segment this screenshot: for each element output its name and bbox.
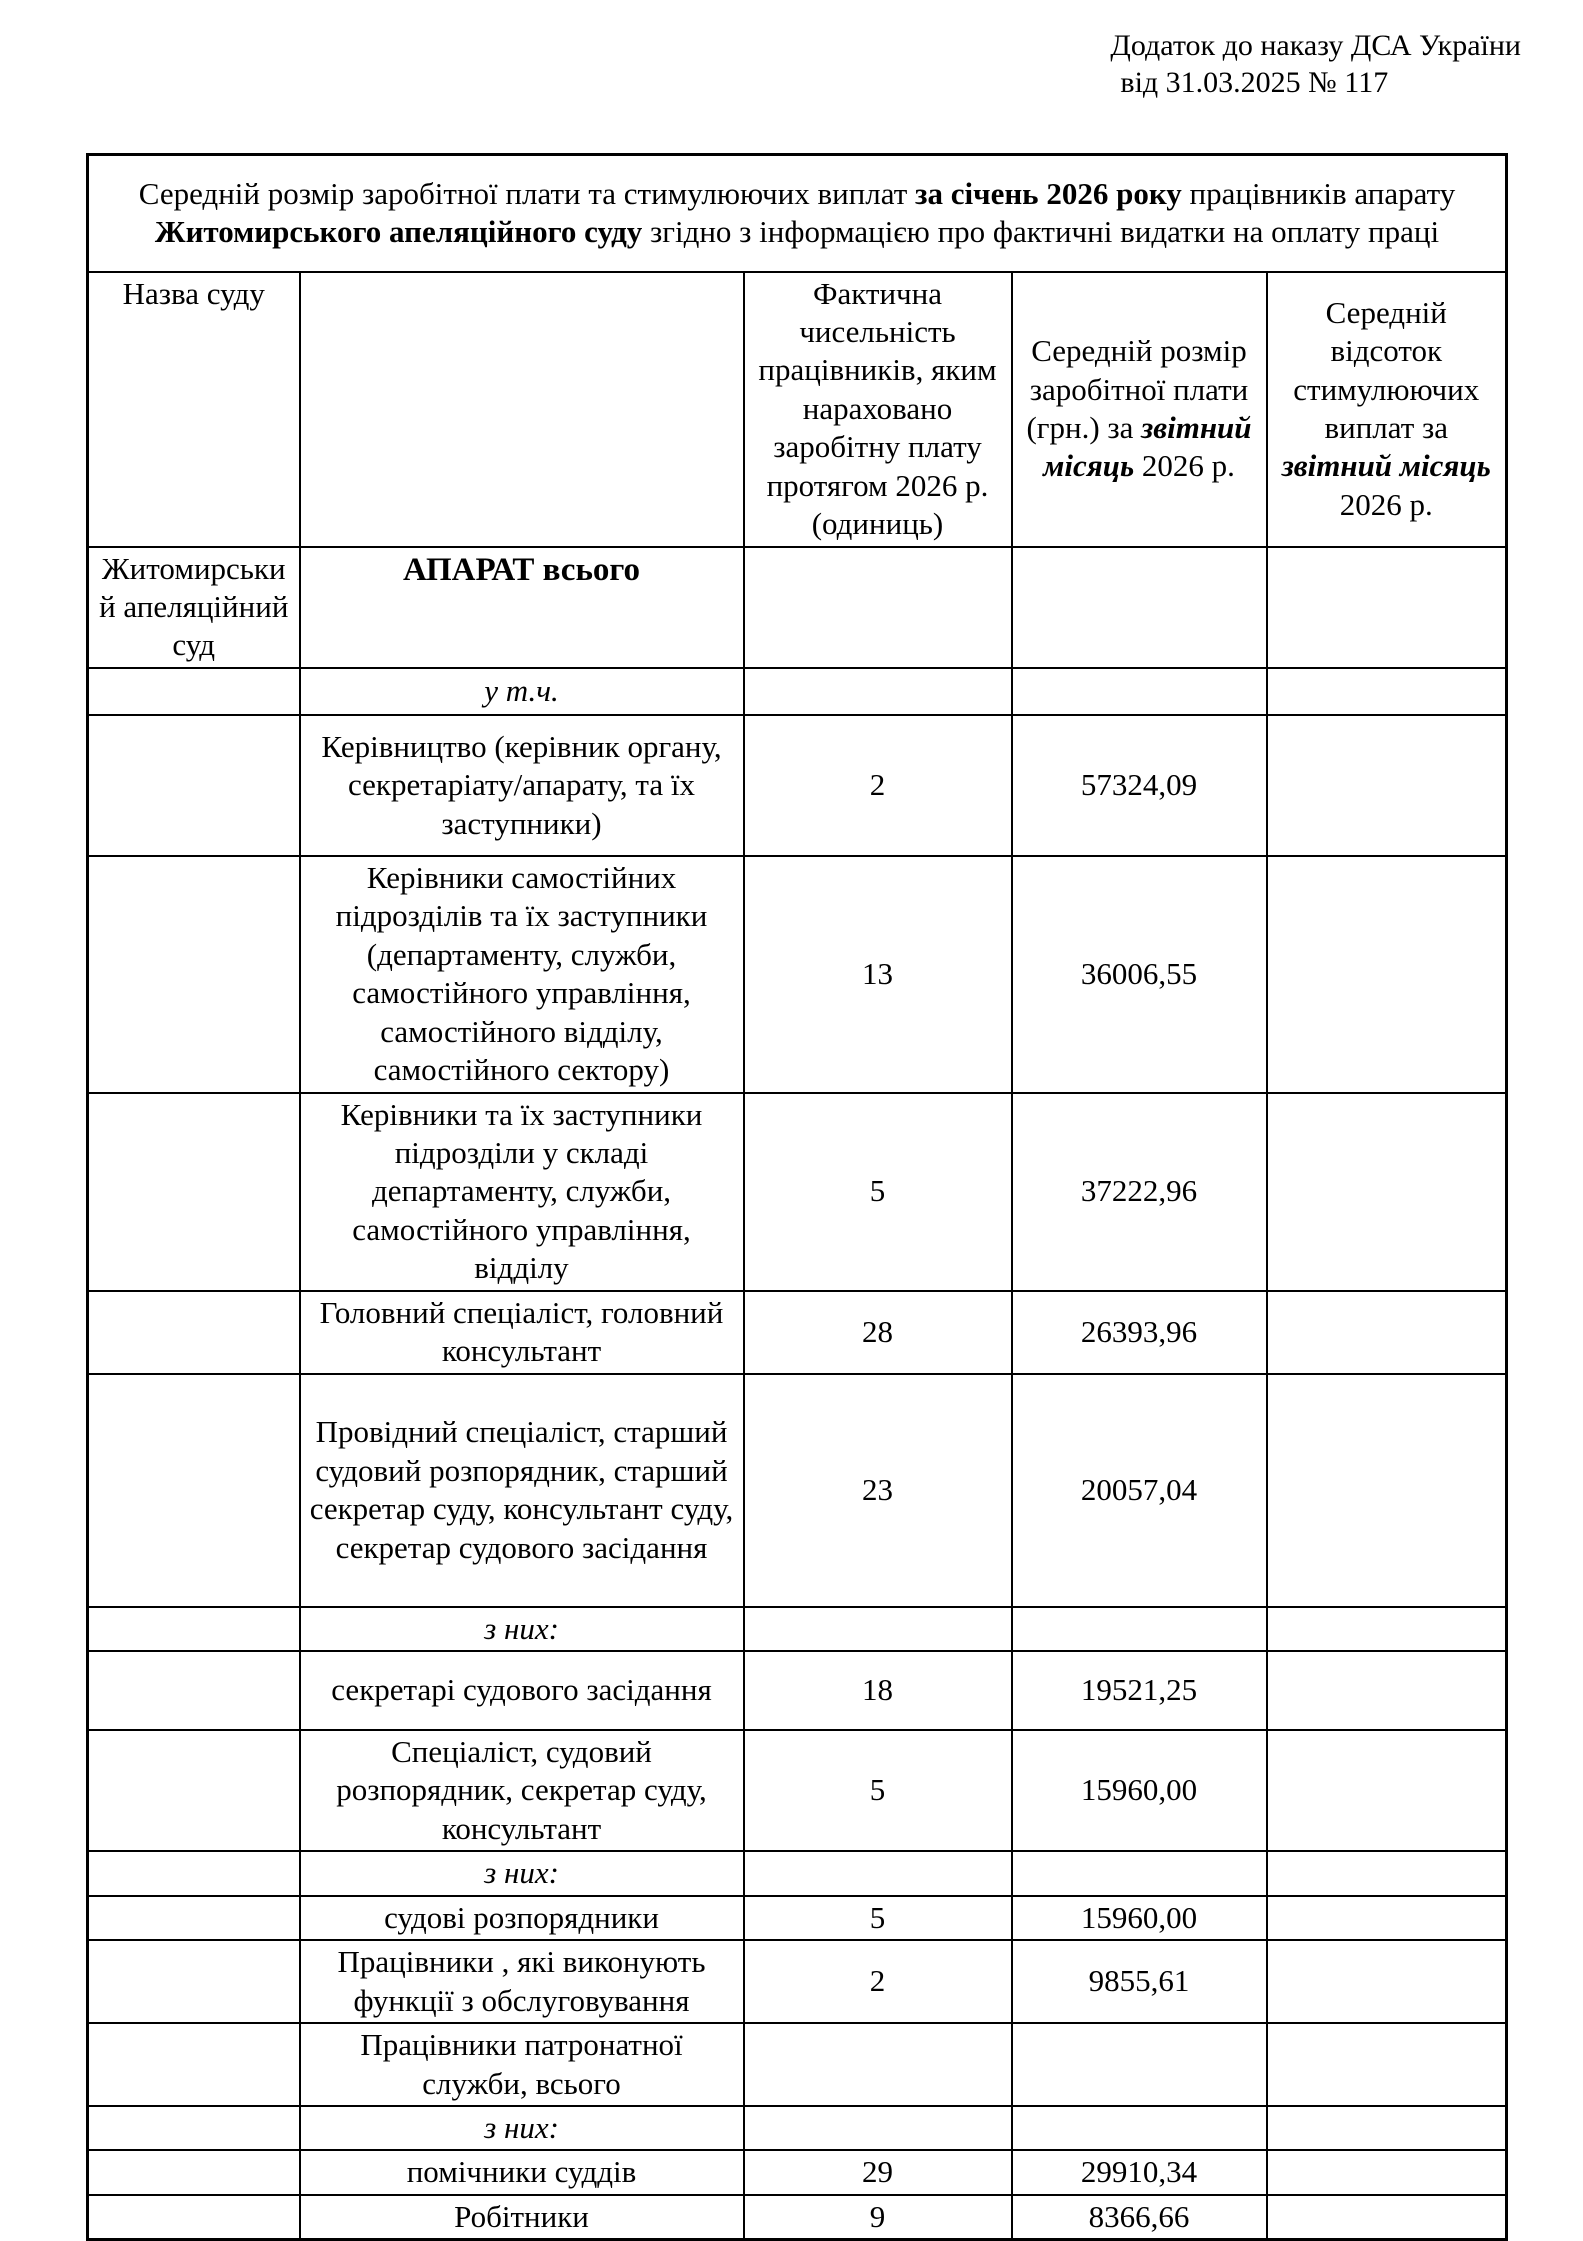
table-row xyxy=(88,2106,1507,2150)
table-row xyxy=(88,668,1507,715)
position-cell: у т.ч. xyxy=(300,668,744,715)
salary-cell: 37222,96 xyxy=(1012,1093,1267,1291)
count-cell: 5 xyxy=(744,1093,1012,1291)
percent-cell xyxy=(1267,1374,1507,1607)
percent-cell xyxy=(1267,668,1507,715)
percent-cell xyxy=(1267,1651,1507,1730)
count-cell: 28 xyxy=(744,1291,1012,1374)
table-row xyxy=(88,1730,1507,1851)
table-row xyxy=(88,1291,1507,1374)
table-row xyxy=(88,715,1507,856)
salary-cell: 19521,25 xyxy=(1012,1651,1267,1730)
position-cell: секретарі судового засідання xyxy=(300,1651,744,1730)
percent-cell xyxy=(1267,2195,1507,2240)
count-cell: 2 xyxy=(744,715,1012,856)
salary-table xyxy=(86,153,1508,2241)
table-row xyxy=(88,1896,1507,1940)
salary-cell: 26393,96 xyxy=(1012,1291,1267,1374)
position-cell: Керівники самостійних підрозділів та їх заступники (департаменту, служби, самостійного управління, самостійного відділу, самостійного сектору) xyxy=(300,856,744,1093)
position-cell: помічники суддів xyxy=(300,2150,744,2194)
header-stimul-percent-pre: Середній відсоток стимулюючих виплат за xyxy=(1293,294,1480,446)
table-row xyxy=(88,2150,1507,2194)
court-name-cell: Житомирський апеляційний суд xyxy=(88,547,300,668)
table-row xyxy=(88,2195,1507,2240)
salary-cell: 36006,55 xyxy=(1012,856,1267,1093)
percent-cell xyxy=(1267,715,1507,856)
position-cell: Працівники патронатної служби, всього xyxy=(300,2023,744,2106)
court-name-cell xyxy=(88,856,300,1093)
count-cell: 5 xyxy=(744,1896,1012,1940)
header-court-name: Назва суду xyxy=(88,272,300,547)
position-cell: АПАРАТ всього xyxy=(300,547,744,668)
header-average-salary-pre: Середній розмір заробітної плати (грн.) за xyxy=(1026,333,1249,446)
court-name-cell xyxy=(88,1730,300,1851)
document-note-line1: Додаток до наказу ДСА України xyxy=(1110,29,1521,62)
percent-cell xyxy=(1267,1730,1507,1851)
table-row xyxy=(88,1093,1507,1291)
percent-cell xyxy=(1267,1093,1507,1291)
court-name-cell xyxy=(88,2150,300,2194)
count-cell: 23 xyxy=(744,1374,1012,1607)
count-cell xyxy=(744,547,1012,668)
count-cell: 18 xyxy=(744,1651,1012,1730)
table-row xyxy=(88,856,1507,1093)
percent-cell xyxy=(1267,2106,1507,2150)
position-cell: Працівники , які виконують функції з обслуговування xyxy=(300,1940,744,2023)
salary-cell xyxy=(1012,2106,1267,2150)
salary-cell xyxy=(1012,2023,1267,2106)
position-cell: Спеціаліст, судовий розпорядник, секретар суду, консультант xyxy=(300,1730,744,1851)
position-cell: Головний спеціаліст, головний консультант xyxy=(300,1291,744,1374)
table-row xyxy=(88,1651,1507,1730)
header-average-salary xyxy=(1012,272,1267,547)
count-cell xyxy=(744,668,1012,715)
position-cell: з них: xyxy=(300,1851,744,1895)
count-cell: 2 xyxy=(744,1940,1012,2023)
document-note-line2: від 31.03.2025 № 117 xyxy=(1120,65,1389,99)
title-part1: Середній розмір заробітної плати та стимулюючих виплат xyxy=(138,175,915,211)
percent-cell xyxy=(1267,1607,1507,1651)
count-cell xyxy=(744,1851,1012,1895)
table-row xyxy=(88,1607,1507,1651)
salary-cell: 9855,61 xyxy=(1012,1940,1267,2023)
count-cell: 5 xyxy=(744,1730,1012,1851)
document-note xyxy=(1110,28,1521,101)
percent-cell xyxy=(1267,856,1507,1093)
header-stimul-percent-em: звітний місяць xyxy=(1281,448,1491,484)
title-part3: згідно з інформацією про фактичні видатки на оплату праці xyxy=(642,214,1440,250)
position-cell: з них: xyxy=(300,2106,744,2150)
table-row xyxy=(88,2023,1507,2106)
percent-cell xyxy=(1267,1291,1507,1374)
percent-cell xyxy=(1267,1851,1507,1895)
count-cell: 9 xyxy=(744,2195,1012,2240)
court-name-cell xyxy=(88,1851,300,1895)
salary-cell: 29910,34 xyxy=(1012,2150,1267,2194)
salary-cell xyxy=(1012,1607,1267,1651)
salary-cell: 15960,00 xyxy=(1012,1730,1267,1851)
court-name-cell xyxy=(88,2106,300,2150)
table-title xyxy=(88,155,1507,272)
title-part2: працівників апарату xyxy=(1181,175,1456,211)
percent-cell xyxy=(1267,2023,1507,2106)
court-name-cell xyxy=(88,668,300,715)
position-cell: Провідний спеціаліст, старший судовий розпорядник, старший секретар суду, консультант суду, секретар судового засідання xyxy=(300,1374,744,1607)
count-cell: 13 xyxy=(744,856,1012,1093)
salary-cell: 57324,09 xyxy=(1012,715,1267,856)
header-position xyxy=(300,272,744,547)
court-name-cell xyxy=(88,2023,300,2106)
court-name-cell xyxy=(88,1651,300,1730)
percent-cell xyxy=(1267,1940,1507,2023)
count-cell: 29 xyxy=(744,2150,1012,2194)
position-cell: Робітники xyxy=(300,2195,744,2240)
table-row xyxy=(88,1374,1507,1607)
header-stimul-percent-post: 2026 р. xyxy=(1339,486,1433,522)
header-average-salary-post: 2026 р. xyxy=(1134,448,1235,484)
count-cell xyxy=(744,2106,1012,2150)
court-name-cell xyxy=(88,2195,300,2240)
percent-cell xyxy=(1267,547,1507,668)
position-cell: з них: xyxy=(300,1607,744,1651)
court-name-cell xyxy=(88,1093,300,1291)
table-row xyxy=(88,1940,1507,2023)
court-name-cell xyxy=(88,1607,300,1651)
table-row xyxy=(88,547,1507,668)
header-stimul-percent xyxy=(1267,272,1507,547)
salary-cell xyxy=(1012,1851,1267,1895)
position-cell: судові розпорядники xyxy=(300,1896,744,1940)
position-cell: Керівництво (керівник органу, секретаріату/апарату, та їх заступники) xyxy=(300,715,744,856)
title-period-bold: за січень 2026 року xyxy=(915,175,1182,211)
count-cell xyxy=(744,2023,1012,2106)
table-title-row xyxy=(88,155,1507,272)
salary-cell: 8366,66 xyxy=(1012,2195,1267,2240)
header-average-salary-em: звітний місяць xyxy=(1043,410,1252,484)
court-name-cell xyxy=(88,715,300,856)
salary-cell: 15960,00 xyxy=(1012,1896,1267,1940)
salary-cell xyxy=(1012,668,1267,715)
court-name-cell xyxy=(88,1374,300,1607)
percent-cell xyxy=(1267,2150,1507,2194)
court-name-cell xyxy=(88,1940,300,2023)
salary-cell xyxy=(1012,547,1267,668)
header-headcount: Фактична чисельність працівників, яким нараховано заробітну плату протягом 2026 р. (одиниць) xyxy=(744,272,1012,547)
percent-cell xyxy=(1267,1896,1507,1940)
position-cell: Керівники та їх заступники підрозділи у складі департаменту, служби, самостійного управління, відділу xyxy=(300,1093,744,1291)
title-court-bold: Житомирського апеляційного суду xyxy=(154,214,643,250)
count-cell xyxy=(744,1607,1012,1651)
table-row xyxy=(88,1851,1507,1895)
court-name-cell xyxy=(88,1291,300,1374)
court-name-cell xyxy=(88,1896,300,1940)
table-header-row xyxy=(88,272,1507,547)
salary-cell: 20057,04 xyxy=(1012,1374,1267,1607)
